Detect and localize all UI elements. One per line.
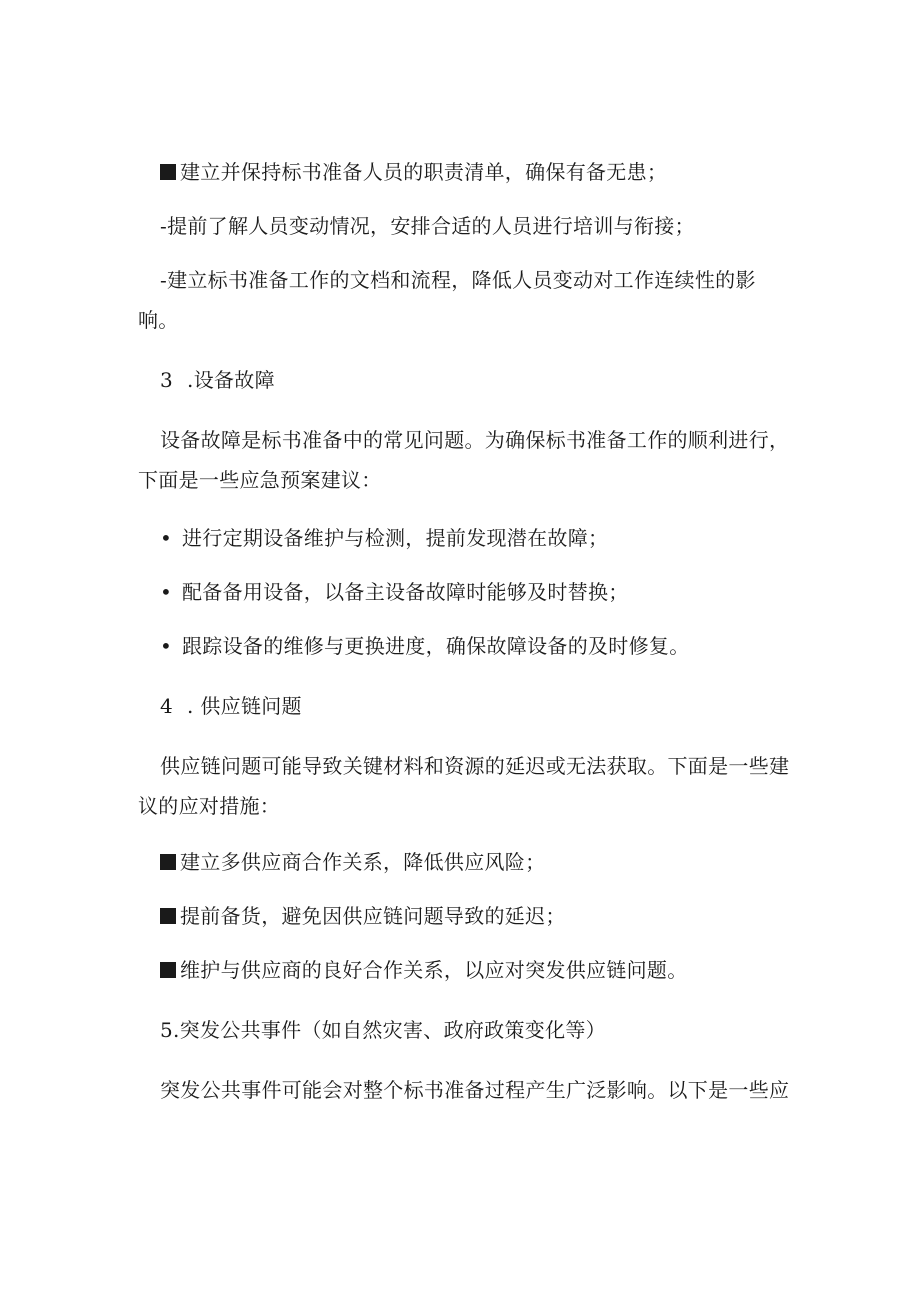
square-bullet-icon [160, 908, 176, 924]
square-bullet-icon [160, 854, 176, 870]
paragraph-text: 突发公共事件可能会对整个标书准备过程产生广泛影响。以下是一些应 [160, 1078, 790, 1102]
bullet-text: 建立并保持标书准备人员的职责清单，确保有备无患； [180, 160, 668, 184]
paragraph-text: 设备故障是标书准备中的常见问题。为确保标书准备工作的顺利进行， [160, 428, 790, 452]
bullet-item [160, 848, 545, 876]
section-title: .设备故障 [187, 368, 275, 392]
paragraph-line [138, 466, 382, 494]
dot-bullet-icon: • [160, 634, 173, 658]
bullet-item [160, 956, 688, 984]
paragraph-line [160, 752, 789, 780]
square-bullet-icon [160, 962, 176, 978]
dot-item-text: 进行定期设备维护与检测，提前发现潜在故障； [182, 526, 609, 550]
bullet-item [160, 158, 667, 186]
paragraph-text: 议的应对措施： [138, 794, 281, 818]
dash-item-text: 提前了解人员变动情况，安排合适的人员进行培训与衔接； [167, 214, 695, 238]
section-heading-5 [160, 1016, 606, 1044]
dash-marker: - [160, 268, 168, 292]
section-number: 3 [160, 368, 174, 392]
dash-marker: - [160, 214, 168, 238]
dot-item [160, 578, 629, 606]
paragraph-line [160, 1076, 789, 1104]
dash-item [160, 266, 756, 294]
dot-bullet-icon: • [160, 580, 173, 604]
dot-bullet-icon: • [160, 526, 173, 550]
bullet-item [160, 902, 566, 930]
section-number: 4 [160, 694, 174, 718]
paragraph-text: 下面是一些应急预案建议： [138, 468, 382, 492]
section-title: . 供应链问题 [187, 694, 302, 718]
paragraph-line [160, 426, 789, 454]
bullet-text: 建立多供应商合作关系，降低供应风险； [180, 850, 546, 874]
section-heading-4 [160, 692, 302, 720]
section-heading-3 [160, 366, 275, 394]
dot-item [160, 524, 608, 552]
continuation-line [138, 306, 179, 334]
bullet-text: 维护与供应商的良好合作关系，以应对突发供应链问题。 [180, 958, 688, 982]
paragraph-line [138, 792, 280, 820]
dash-item [160, 212, 695, 240]
square-bullet-icon [160, 164, 176, 180]
dash-item-text: 建立标书准备工作的文档和流程，降低人员变动对工作连续性的影 [167, 268, 756, 292]
continuation-text: 响。 [138, 308, 179, 332]
bullet-text: 提前备货，避免因供应链问题导致的延迟； [180, 904, 566, 928]
dot-item [160, 632, 690, 660]
paragraph-text: 供应链问题可能导致关键材料和资源的延迟或无法获取。下面是一些建 [160, 754, 790, 778]
section-title: 5.突发公共事件（如自然灾害、政府政策变化等） [160, 1018, 606, 1042]
dot-item-text: 配备备用设备，以备主设备故障时能够及时替换； [182, 580, 629, 604]
dot-item-text: 跟踪设备的维修与更换进度，确保故障设备的及时修复。 [182, 634, 690, 658]
